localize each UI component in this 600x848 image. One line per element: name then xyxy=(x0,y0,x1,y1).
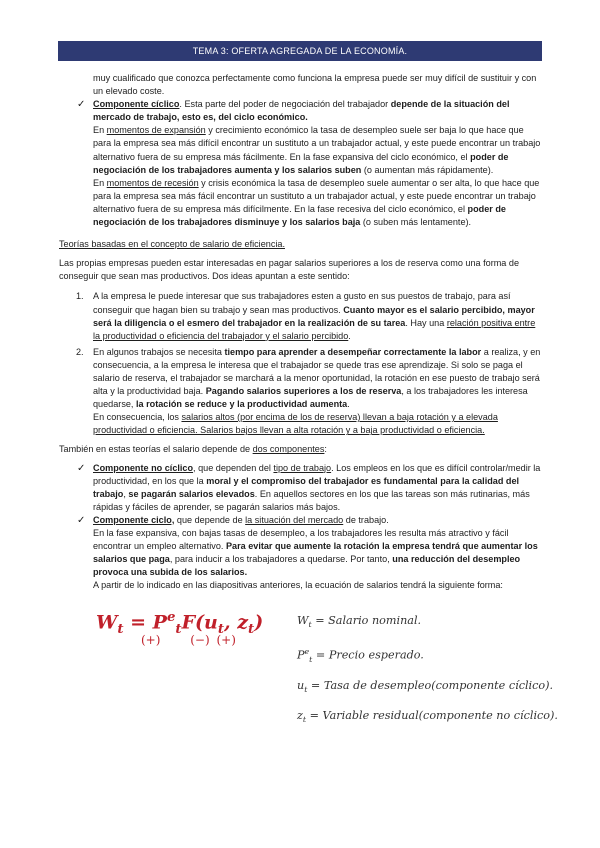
text: y crecimiento económico la tasa de desempleo suele ser baja lo que hace que para la empresa sea más difícil encontrar un sustituto a un trabajador actual, y este puede encontrar un trabajo alternativo fuera de su empresa más fácilmente. En la fase expansiva del ciclo económico, el xyxy=(93,125,541,162)
list-number: 1. xyxy=(76,291,84,302)
def-sup: e xyxy=(304,646,310,656)
text-underlined: dos componentes xyxy=(252,444,325,455)
text-bold: Cuanto mayor es el salario percibido, mayor será la diligencia o el esmero del trabajador en la realización de su tarea xyxy=(93,304,535,328)
def-text: = Precio esperado. xyxy=(312,648,424,662)
text: . Esta parte del poder de negociación del trabajador xyxy=(179,99,391,110)
definition-item xyxy=(297,639,558,673)
def-sub: t xyxy=(304,684,308,694)
text: : xyxy=(324,444,327,455)
list-text-conclusion xyxy=(93,411,544,437)
text: . xyxy=(348,330,351,341)
variable-definitions xyxy=(297,608,558,733)
text: . En aquellos sectores en los que las tareas son más rutinarias, más rápidas y fáciles de aprender, se pagarán salarios más bajos. xyxy=(93,488,530,512)
text-underlined: tipo de trabajo xyxy=(273,462,332,473)
text: (o aumentan más rápidamente). xyxy=(361,164,494,175)
text: , que dependen del xyxy=(193,462,274,473)
text: . xyxy=(347,399,350,410)
text-bold: tiempo para aprender a desempeñar correctamente la labor xyxy=(224,346,482,357)
text: A la empresa le puede interesar que sus trabajadores esten a gusto en sus puestos de trabajo, para así conseguir que hagan bien su trabajo y sean mas productivos. xyxy=(93,291,511,315)
text-underlined: momentos de recesión xyxy=(106,177,199,188)
text: , para inducir a los trabajadores a quedarse. Por tanto, xyxy=(169,554,393,565)
text: de trabajo. xyxy=(343,514,389,525)
page-body xyxy=(59,72,558,725)
list-text xyxy=(93,346,544,411)
text-underlined: la situación del mercado xyxy=(245,514,344,525)
sign-negative: (−) xyxy=(190,633,210,648)
text-bold: una reducción del desempleo provoca una subida de los salarios. xyxy=(93,554,521,578)
def-text: = Variable residual(componente no cíclico). xyxy=(306,708,558,722)
def-sub: t xyxy=(308,620,312,630)
checkmark-icon: ✓ xyxy=(77,99,86,111)
list-item-2 xyxy=(59,346,544,438)
recesion-paragraph xyxy=(93,177,544,229)
ciclico-paragraph xyxy=(93,98,544,124)
text: En algunos trabajos se necesita xyxy=(93,346,225,357)
ecuacion-intro: A partir de lo indicado en las diapositivas anteriores, la ecuación de salarios tendrá la siguiente forma: xyxy=(93,580,503,591)
text: , a los trabajadores les interesa quedarse, xyxy=(93,386,528,410)
page-header: TEMA 3: OFERTA AGREGADA DE LA ECONOMÍA. xyxy=(58,41,542,61)
text: En xyxy=(93,125,107,136)
text-bold: se pagarán salarios elevados xyxy=(128,488,255,499)
text: En xyxy=(93,177,107,188)
def-text: = Salario nominal. xyxy=(311,614,422,628)
ciclo-title: Componente ciclo, xyxy=(93,514,175,525)
ciclo-paragraph xyxy=(93,514,544,527)
text-bold: moral y el compromiso del trabajador es fundamental para la calidad del trabajo xyxy=(93,475,520,499)
no-ciclico-title: Componente no cíclico xyxy=(93,462,194,473)
text: . Los empleos en los que es difícil controlar/medir la productividad, en los que la xyxy=(93,462,541,486)
bullet-componente-ciclico xyxy=(59,98,544,229)
def-text: = Tasa de desempleo(componente cíclico). xyxy=(307,678,554,692)
text: que depende de xyxy=(174,514,246,525)
list-number: 2. xyxy=(76,346,84,357)
bullet-componente-ciclo xyxy=(59,514,544,593)
def-symbol: u xyxy=(297,678,305,692)
text-underlined: relación positiva entre la productividad o eficiencia del trabajador y el salario percibido xyxy=(93,317,536,341)
ciclico-title: Componente cíclico xyxy=(93,99,180,110)
sign-positive: (+) xyxy=(141,633,161,648)
ciclo-expansion-paragraph xyxy=(93,527,544,579)
text: a realiza, y en consecuencia, a la empresa le interesa que el trabajador se quede tras ese aprendizaje. Si solo se paga el salario de reserva, el trabajador se marchará a la menor oportunidad, la rotación en ese puesto de trabajo será alta y la productividad baja. xyxy=(93,346,541,397)
bullet-componente-no-ciclico xyxy=(59,462,544,514)
wage-equation-formula: $W_t = P^e_tF(u_t$, $z_t$) xyxy=(96,610,264,638)
text: En la fase expansiva, con bajas tasas de desempleo, a los trabajadores les resulta más atractivo y fácil encontrar un empleo alternativo. xyxy=(93,528,509,552)
sign-positive: (+) xyxy=(216,633,236,648)
text-bold: poder de negociación de los trabajadores disminuye y los salarios baja xyxy=(93,203,506,228)
text-bold: Para evitar que aumente la rotación la empresa tendrá que aumentar los salarios que paga xyxy=(93,541,538,565)
text: (o suben más lentamente). xyxy=(360,217,472,228)
wage-equation xyxy=(59,606,558,725)
intro-continuation: muy cualificado que conozca perfectamente como funciona la empresa puede ser muy difícil de sustituir y con un elevado coste. xyxy=(93,73,537,97)
section-intro: Las propias empresas pueden estar interesadas en pagar salarios superiores a los de reserva como una forma de conseguir que sean mas productivos. Dos ideas apuntan a este sentido: xyxy=(59,258,519,282)
equation-signs xyxy=(141,634,236,647)
definition-item xyxy=(297,673,558,703)
text-bold: Pagando salarios superiores a los de reserva xyxy=(205,386,402,397)
text-underlined: momentos de expansión xyxy=(106,125,206,136)
expansion-paragraph xyxy=(93,124,544,176)
section-title: Teorías basadas en el concepto de salario de eficiencia. xyxy=(59,239,285,250)
checkmark-icon: ✓ xyxy=(77,514,86,526)
def-symbol: W xyxy=(297,614,309,628)
text: . Hay una xyxy=(405,317,447,328)
def-symbol: P xyxy=(297,648,305,662)
checkmark-icon: ✓ xyxy=(77,462,86,474)
dos-componentes-intro xyxy=(59,443,544,456)
definition-item xyxy=(297,703,558,733)
text: En consecuencia, los xyxy=(93,412,182,423)
def-symbol: z xyxy=(297,708,303,722)
text: También en estas teorías el salario depende de xyxy=(59,444,253,455)
list-text xyxy=(93,290,544,342)
definition-item xyxy=(297,608,558,638)
list-item-1 xyxy=(59,290,544,342)
def-sub: t xyxy=(309,654,313,664)
text: y crisis económica la tasa de desempleo suele aumentar o ser alta, lo que hace que para la empresa sea más fácil encontrar un sustituto a un trabajador actual, y este puede encontrar un trabajo alternativo fuera de su empresa más difícilmente. En la fase recesiva del ciclo económico, el xyxy=(93,177,540,214)
no-ciclico-paragraph xyxy=(93,462,544,514)
def-sub: t xyxy=(302,715,307,725)
text-bold: depende de la situación del mercado de trabajo, esto es, del ciclo económico. xyxy=(93,99,510,123)
text-bold: poder de negociación de los trabajadores aumenta y los salarios suben xyxy=(93,151,509,175)
text-bold: la rotación se reduce y la productividad aumenta xyxy=(135,399,348,410)
text: , xyxy=(123,488,129,499)
text-underlined: salarios altos (por encima de los de reserva) llevan a baja rotación y a elevada productividad o eficiencia. Salarios bajos llevan a alta rotación y a baja productividad o eficiencia. xyxy=(93,412,498,436)
